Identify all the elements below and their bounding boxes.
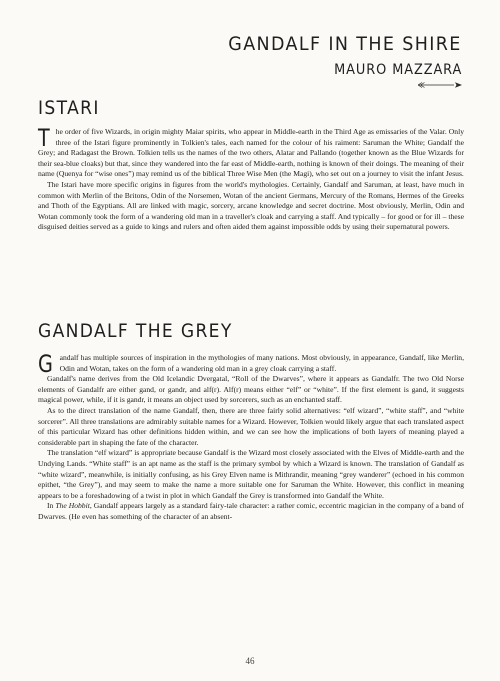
section-body-istari [38,124,464,233]
paragraph: The Istari have more specific origins in figures from the world's mythologies. Certainly, Gandalf and Saruman, at least, have much in common with Merlin of the Britons, Odin of the Norsemen, Wotan of the ancient Germans, Mercury of the Romans, Hermes of the Greeks and Thoth of the Egyptians. All are linked with magic, sorcery, arcane knowledge and secret doctrine. Most obviously, Merlin, Odin and Wotan commonly took the form of a wandering old man in a traveller's cloak and carrying a staff. And typically – for good or for ill – these disguised deities served as a guide to kings and rulers and often aided them against impossible odds by using their supernatural powers. [38,179,464,232]
arrow-ornament-icon [418,80,462,90]
section-heading-istari: ISTARI [38,97,100,119]
running-author: MAURO MAZZARA [333,62,462,78]
paragraph-text: , Gandalf appears largely as a standard fairy-tale character: a rather comic, eccentric magician in the company of a band of Dwarves. (He even has something of the character of an absent- [38,501,464,521]
paragraph-text: In [47,501,56,511]
paragraph: Gandalf's name derives from the Old Icelandic Dvergatal, “Roll of the Dwarves”, where it appears as Gandalfr. The two Old Norse elements of Gandalfr are either gand, or gandr, and alf(r). Alf(r) means either “elf” or “white”. If the first element is gand, it suggests magical power, while, if it is gandr, it means an object used by sorcerers, such as an enchanted staff. [38,374,464,405]
drop-cap: G [38,350,53,378]
section-body-gandalf-the-grey [38,350,464,523]
paragraph: The translation “elf wizard” is appropriate because Gandalf is the Wizard most closely associated with the Elves of Middle-earth and the Undying Lands. “White staff” is an apt name as the staff is the primary symbol by which a Wizard is known. The translation of Gandalf as “white wizard”, meanwhile, is initially confusing, as his Grey Elven name is Mithrandir, meaning “grey wanderer” (echoed in his common epithet, “the Grey”), and may seem to make the name a more suitable one for Saruman the White. However, this conflict in meaning appears to be a foreshadowing of a twist in plot in which Gandalf the Grey is transformed into Gandalf the White. [38,448,464,500]
paragraph-text: andalf has multiple sources of inspiration in the mythologies of many nations. Most obviously, in appearance, Gandalf, like Merlin, Odin and Wotan, takes on the form of a wandering old man in a grey cloak carrying a staff. [59,353,464,373]
paragraph [38,501,464,522]
page-number: 46 [245,656,255,666]
running-title: GANDALF IN THE SHIRE [228,33,462,55]
drop-cap: T [38,124,50,152]
paragraph: As to the direct translation of the name Gandalf, then, there are three fairly solid alternatives: “elf wizard”, “white staff”, and “white sorcerer”. All three translations are admirably suitable names for a Wizard. However, Tolkien would likely argue that each translated aspect of this particular Wizard has other definitions hidden within, and we can see how the implications of both layers of meaning played a considerable part in shaping the fate of the character. [38,405,464,447]
paragraph-text: he order of five Wizards, in origin mighty Maiar spirits, who appear in Middle-earth in the Third Age as emissaries of the Valar. Only three of the Istari figure prominently in Tolkien's tales, each named for the colour of his raiment: Saruman the White; Gandalf the Grey; and Radagast the Brown. Tolkien tells us the names of the two others, Alatar and Pallando (together known as the Blue Wizards for their sea-blue cloaks) but that, since they wandered into the far east of Middle-earth, nothing is known of their doings. The meaning of their name (Quenya for “wise ones”) may remind us of the biblical Three Wise Men (the Magi), who set out on a journey to visit the infant Jesus. [38,127,464,179]
paragraph [38,350,464,378]
book-title: The Hobbit [55,501,90,511]
paragraph [38,124,464,180]
section-heading-gandalf-the-grey: GANDALF THE GREY [38,320,233,342]
